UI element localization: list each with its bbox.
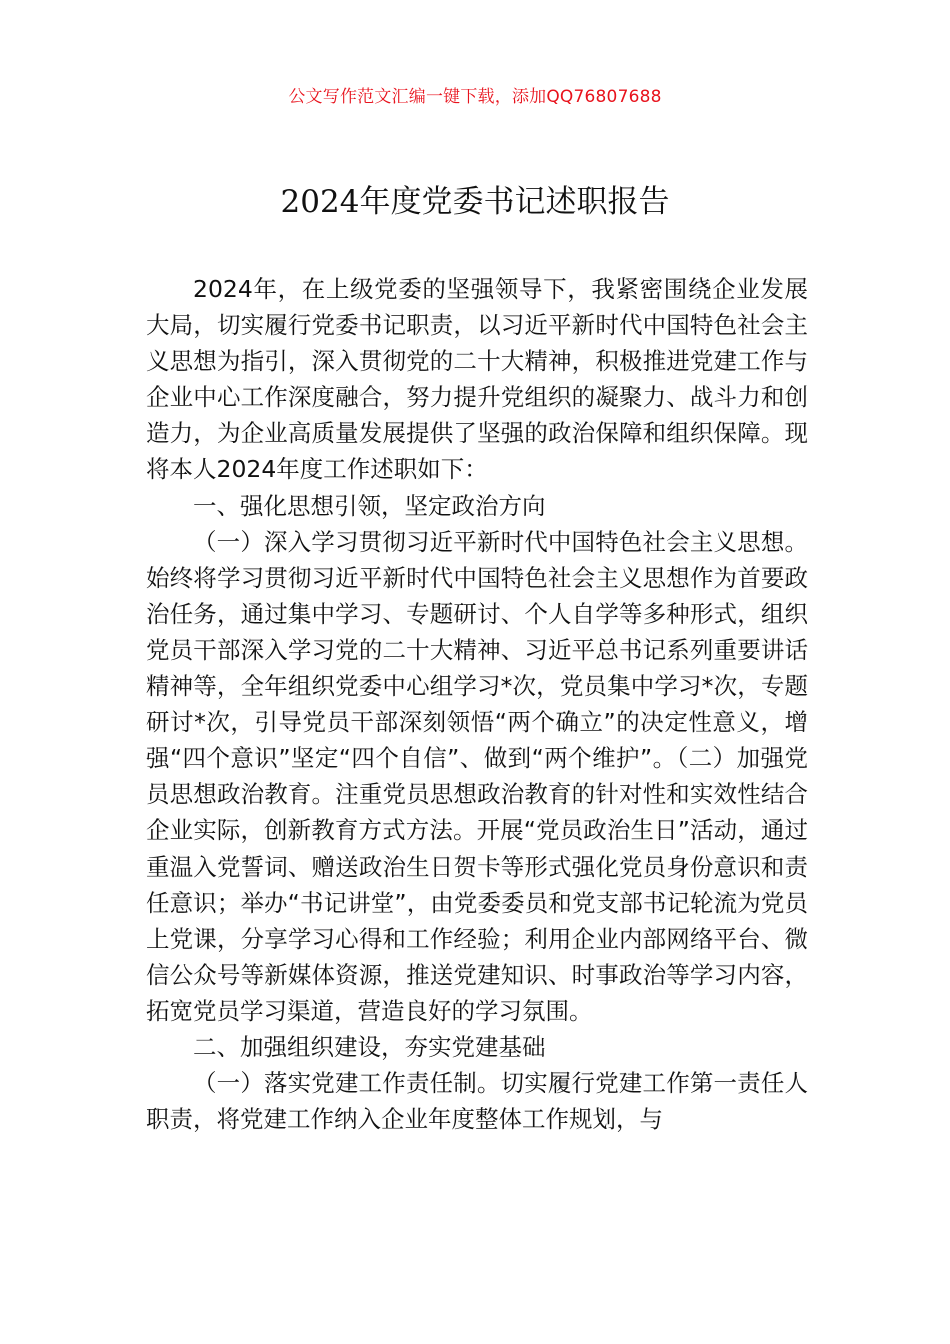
section-1-paragraph: （一）深入学习贯彻习近平新时代中国特色社会主义思想。始终将学习贯彻习近平新时代中国特色社会主义思想作为首要政治任务，通过集中学习、专题研讨、个人自学等多种形式，组织党员干部深入学习党的二十大精神、习近平总书记系列重要讲话精神等，全年组织党委中心组学习*次，党员集中学习*次，专题研讨*次，引导党员干部深刻领悟“两个确立”的决定性意义，增强“四个意识”坚定“四个自信”、做到“两个维护”。（二）加强党员思想政治教育。注重党员思想政治教育的针对性和实效性结合企业实际，创新教育方式方法。开展“党员政治生日”活动，通过重温入党誓词、赠送政治生日贺卡等形式强化党员身份意识和责任意识；举办“书记讲堂”，由党委委员和党支部书记轮流为党员上党课，分享学习心得和工作经验；利用企业内部网络平台、微信公众号等新媒体资源，推送党建知识、时事政治等学习内容，拓宽党员学习渠道，营造良好的学习氛围。 (146, 527, 808, 1025)
document-body (146, 271, 808, 1137)
document-title: 2024年度党委书记述职报告 (280, 184, 670, 220)
intro-paragraph: 2024年，在上级党委的坚强领导下，我紧密围绕企业发展大局，切实履行党委书记职责，以习近平新时代中国特色社会主义思想为指引，深入贯彻党的二十大精神，积极推进党建工作与企业中心工作深度融合，努力提升党组织的凝聚力、战斗力和创造力，为企业高质量发展提供了坚强的政治保障和组织保障。现将本人2024年度工作述职如下： (146, 275, 808, 484)
section-2-paragraph: （一）落实党建工作责任制。切实履行党建工作第一责任人职责，将党建工作纳入企业年度整体工作规划，与 (146, 1069, 808, 1134)
section-heading-1: 一、强化思想引领，坚定政治方向 (193, 491, 546, 520)
download-banner: 公文写作范文汇编一键下载，添加QQ76807688 (288, 87, 662, 107)
section-heading-2: 二、加强组织建设，夯实党建基础 (193, 1032, 546, 1061)
